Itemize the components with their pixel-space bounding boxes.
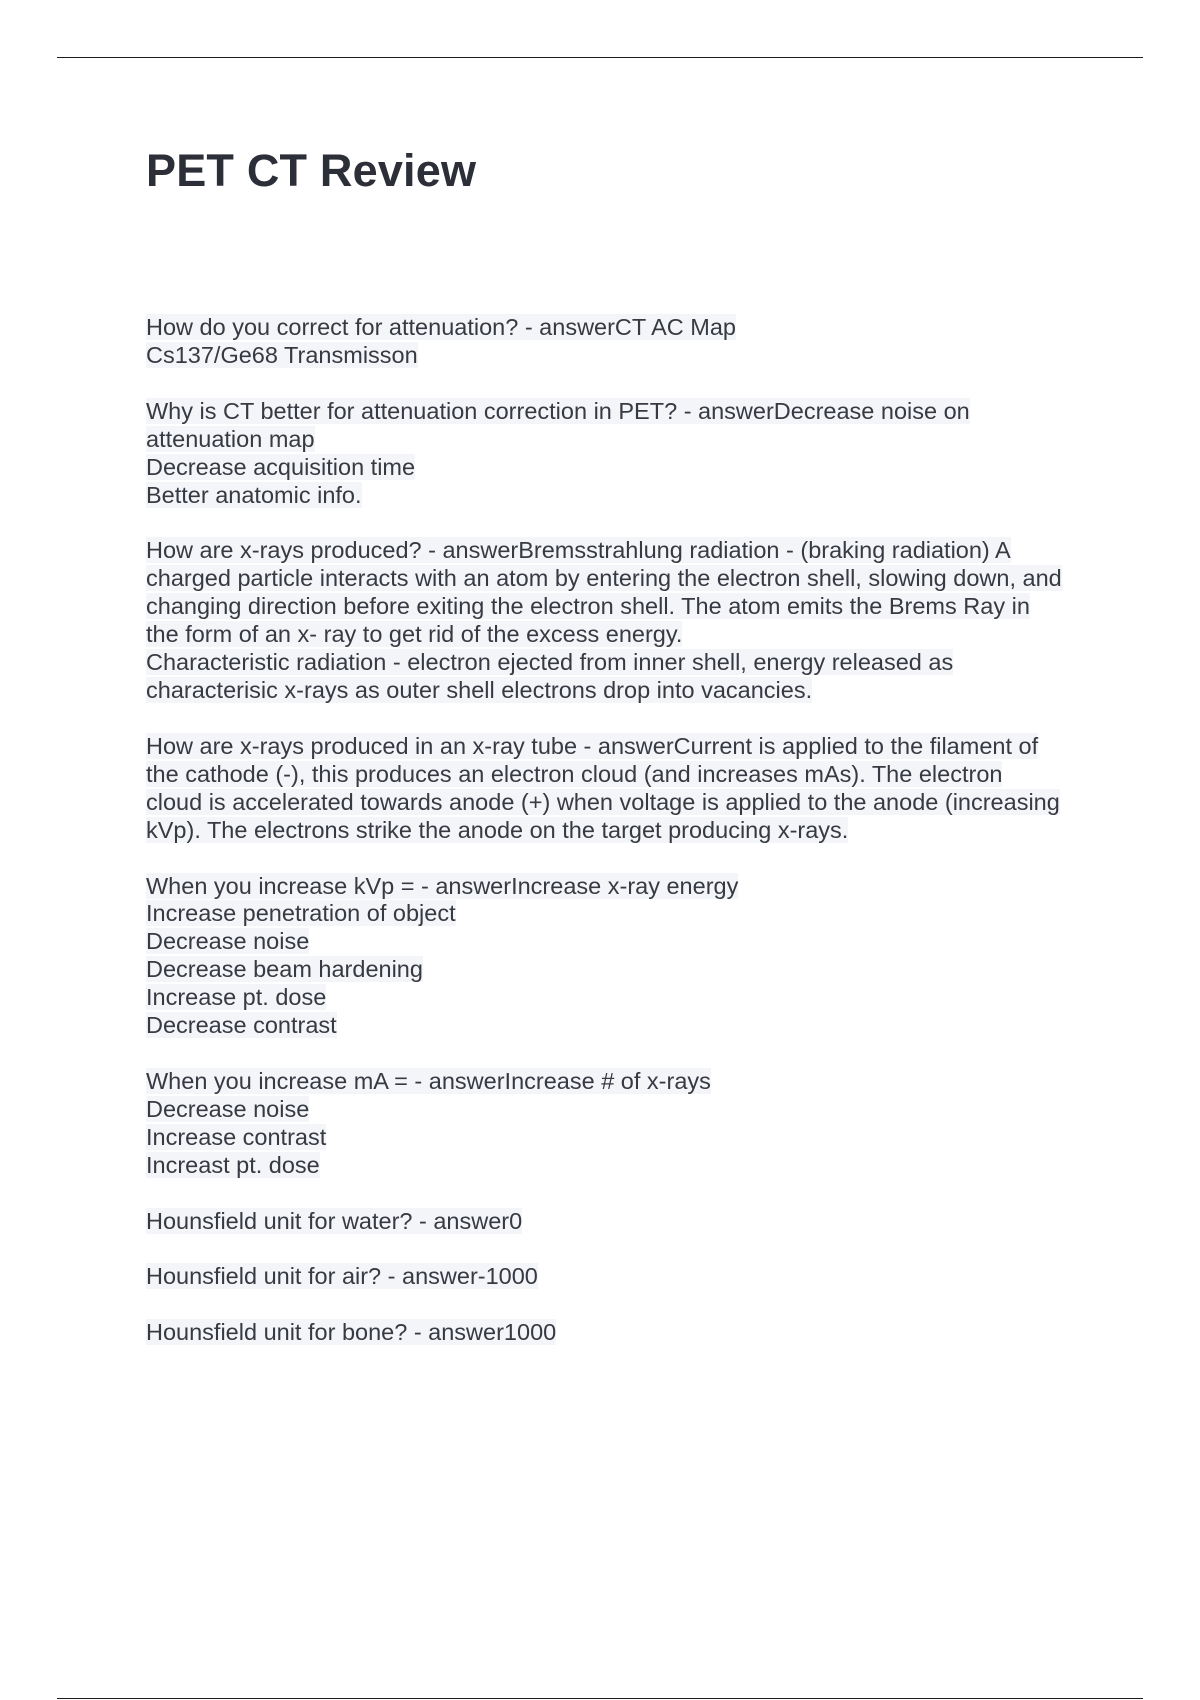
qa-line: changing direction before exiting the electron shell. The atom emits the Brems Ray in bbox=[146, 593, 1030, 620]
qa-line: Decrease noise bbox=[146, 1095, 310, 1122]
qa-line: cloud is accelerated towards anode (+) when voltage is applied to the anode (increasing bbox=[146, 788, 1060, 815]
qa-line: How are x-rays produced in an x-ray tube - answerCurrent is applied to the filament of bbox=[146, 732, 1039, 759]
top-divider bbox=[57, 57, 1143, 58]
qa-line: the form of an x- ray to get rid of the excess energy. bbox=[146, 621, 683, 648]
qa-item bbox=[146, 733, 1096, 845]
qa-line: Cs137/Ge68 Transmisson bbox=[146, 341, 418, 368]
qa-line: kVp). The electrons strike the anode on the target producing x-rays. bbox=[146, 816, 849, 843]
bottom-divider bbox=[57, 1698, 1143, 1699]
qa-line: Why is CT better for attenuation correction in PET? - answerDecrease noise on bbox=[146, 397, 970, 424]
qa-line: Hounsfield unit for air? - answer-1000 bbox=[146, 1263, 538, 1290]
qa-item bbox=[146, 314, 1096, 370]
qa-line: Decrease noise bbox=[146, 928, 310, 955]
page-title: PET CT Review bbox=[146, 145, 477, 196]
qa-item bbox=[146, 1263, 1096, 1291]
qa-line: Decrease acquisition time bbox=[146, 453, 416, 480]
qa-item bbox=[146, 1068, 1096, 1180]
qa-line: Increast pt. dose bbox=[146, 1151, 320, 1178]
qa-line: How do you correct for attenuation? - answerCT AC Map bbox=[146, 314, 736, 340]
qa-item bbox=[146, 1319, 1096, 1347]
qa-list bbox=[146, 314, 1096, 1375]
qa-line: Better anatomic info. bbox=[146, 481, 362, 508]
qa-item bbox=[146, 398, 1096, 510]
qa-line: Hounsfield unit for bone? - answer1000 bbox=[146, 1319, 557, 1346]
qa-line: Characteristic radiation - electron ejected from inner shell, energy released as bbox=[146, 649, 954, 676]
qa-line: Increase pt. dose bbox=[146, 984, 327, 1011]
qa-line: Decrease beam hardening bbox=[146, 956, 423, 983]
qa-line: When you increase mA = - answerIncrease # of x-rays bbox=[146, 1067, 711, 1094]
qa-line: Increase penetration of object bbox=[146, 900, 456, 927]
qa-line: How are x-rays produced? - answerBremsstrahlung radiation - (braking radiation) A bbox=[146, 537, 1011, 564]
qa-line: Hounsfield unit for water? - answer0 bbox=[146, 1207, 523, 1234]
qa-line: the cathode (-), this produces an electron cloud (and increases mAs). The electron bbox=[146, 760, 1003, 787]
qa-line: attenuation map bbox=[146, 425, 315, 452]
qa-item bbox=[146, 873, 1096, 1040]
qa-line: charged particle interacts with an atom by entering the electron shell, slowing down, and bbox=[146, 565, 1062, 592]
qa-line: When you increase kVp = - answerIncrease x-ray energy bbox=[146, 872, 739, 899]
qa-line: Increase contrast bbox=[146, 1123, 327, 1150]
qa-line: characterisic x-rays as outer shell electrons drop into vacancies. bbox=[146, 676, 813, 703]
qa-line: Decrease contrast bbox=[146, 1012, 337, 1039]
qa-item bbox=[146, 537, 1096, 704]
qa-item bbox=[146, 1208, 1096, 1236]
